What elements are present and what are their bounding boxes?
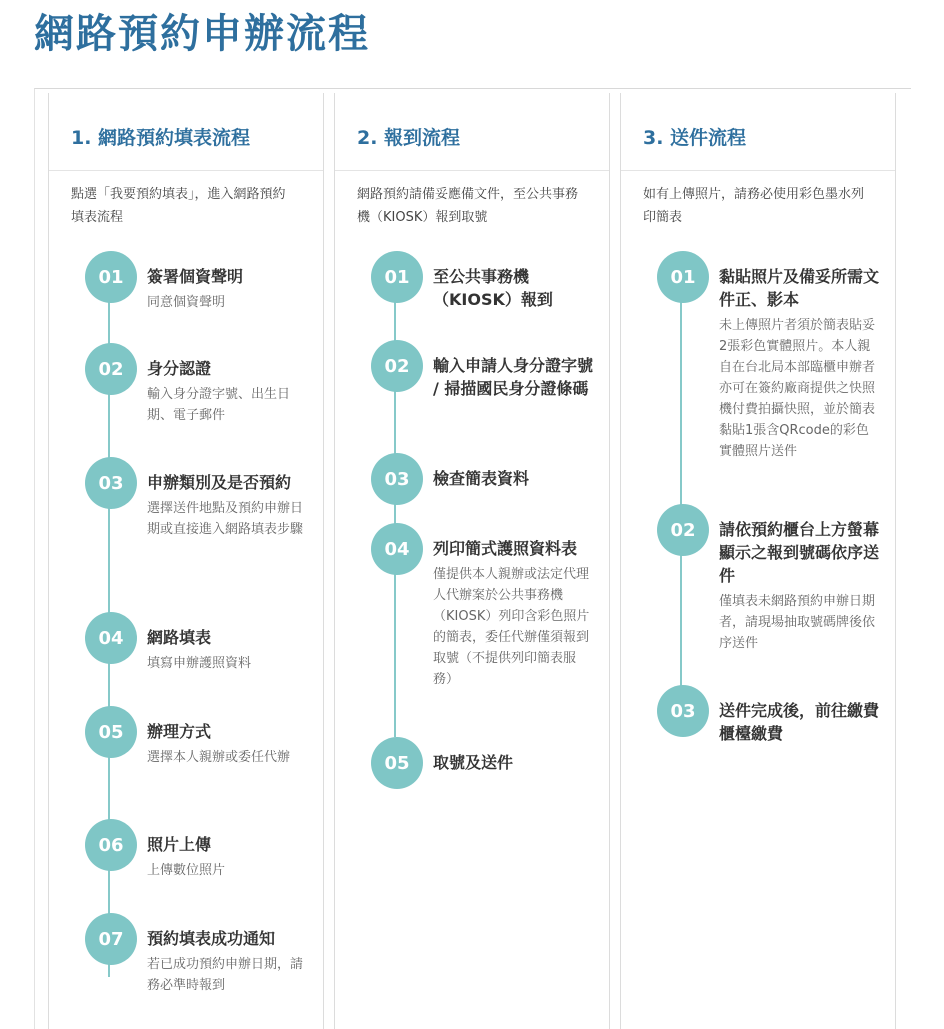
column-check-in [334,93,610,1029]
step-description: 僅填表未網路預約申辦日期者，請現場抽取號碼牌後依序送件 [719,594,876,651]
column-header [335,93,609,171]
step-number-badge: 02 [657,504,709,556]
step-number-badge: 01 [371,251,423,303]
column-intro: 如有上傳照片，請務必使用彩色墨水列印簡表 [643,187,865,225]
step-title: 網路填表 [147,628,212,647]
step-title: 至公共事務機（KIOSK）報到 [433,267,553,309]
step-description: 上傳數位照片 [147,863,226,878]
column-header [621,93,895,171]
column-title: 3. 送件流程 [643,127,747,149]
column-title: 2. 報到流程 [357,127,461,149]
step-title: 取號及送件 [433,753,514,772]
step-number-badge: 04 [85,612,137,664]
column-intro: 網路預約請備妥應備文件，至公共事務機（KIOSK）報到取號 [357,187,579,225]
step-title: 黏貼照片及備妥所需文件正、影本 [719,267,880,309]
step-number-badge: 02 [85,343,137,395]
column-title: 1. 網路預約填表流程 [71,127,251,149]
step-number-badge: 02 [371,340,423,392]
step-title: 簽署個資聲明 [147,267,244,286]
step-number-badge: 01 [657,251,709,303]
column-submission [620,93,896,1029]
step-description: 選擇本人親辦或委任代辦 [147,750,291,765]
step-number-badge: 03 [371,453,423,505]
step-title: 身分認證 [147,359,212,378]
step-description: 選擇送件地點及預約申辦日期或直接進入網路填表步驟 [147,501,304,537]
step-title: 辦理方式 [147,722,212,741]
step-description: 同意個資聲明 [147,295,226,310]
step-title: 檢查簡表資料 [433,469,530,488]
step-description: 若已成功預約申辦日期，請務必準時報到 [147,957,304,993]
page-title: 網路預約申辦流程 [34,11,370,57]
timeline-line [680,277,682,687]
step-description: 填寫申辦護照資料 [147,656,252,671]
step-description: 輸入身分證字號、出生日期、電子郵件 [147,387,291,423]
step-number-badge: 03 [657,685,709,737]
step-number-badge: 04 [371,523,423,575]
step-number-badge: 05 [371,737,423,789]
step-title: 列印簡式護照資料表 [433,539,578,558]
column-intro: 點選「我要預約填表」，進入網路預約填表流程 [71,187,286,225]
step-title: 照片上傳 [147,835,212,854]
step-number-badge: 07 [85,913,137,965]
step-description: 僅提供本人親辦或法定代理人代辦案於公共事務機（KIOSK）列印含彩色照片的簡表，委任代辦僅須報到取號（不提供列印簡表服務） [433,567,590,687]
column-header [49,93,323,171]
step-title: 請依預約櫃台上方螢幕顯示之報到號碼依序送件 [719,520,880,585]
step-number-badge: 03 [85,457,137,509]
column-online-booking [48,93,324,1029]
step-description: 未上傳照片者須於簡表貼妥2張彩色實體照片。本人親自在台北局本部臨櫃申辦者亦可在簽約廠商提供之快照機付費拍攝快照，並於簡表黏貼1張含QRcode的彩色實體照片送件 [719,318,876,459]
step-title: 送件完成後，前往繳費櫃檯繳費 [719,701,880,743]
step-number-badge: 01 [85,251,137,303]
step-number-badge: 05 [85,706,137,758]
step-title: 輸入申請人身分證字號 / 掃描國民身分證條碼 [433,356,594,398]
step-number-badge: 06 [85,819,137,871]
step-title: 預約填表成功通知 [147,929,276,948]
step-title: 申辦類別及是否預約 [147,473,292,492]
